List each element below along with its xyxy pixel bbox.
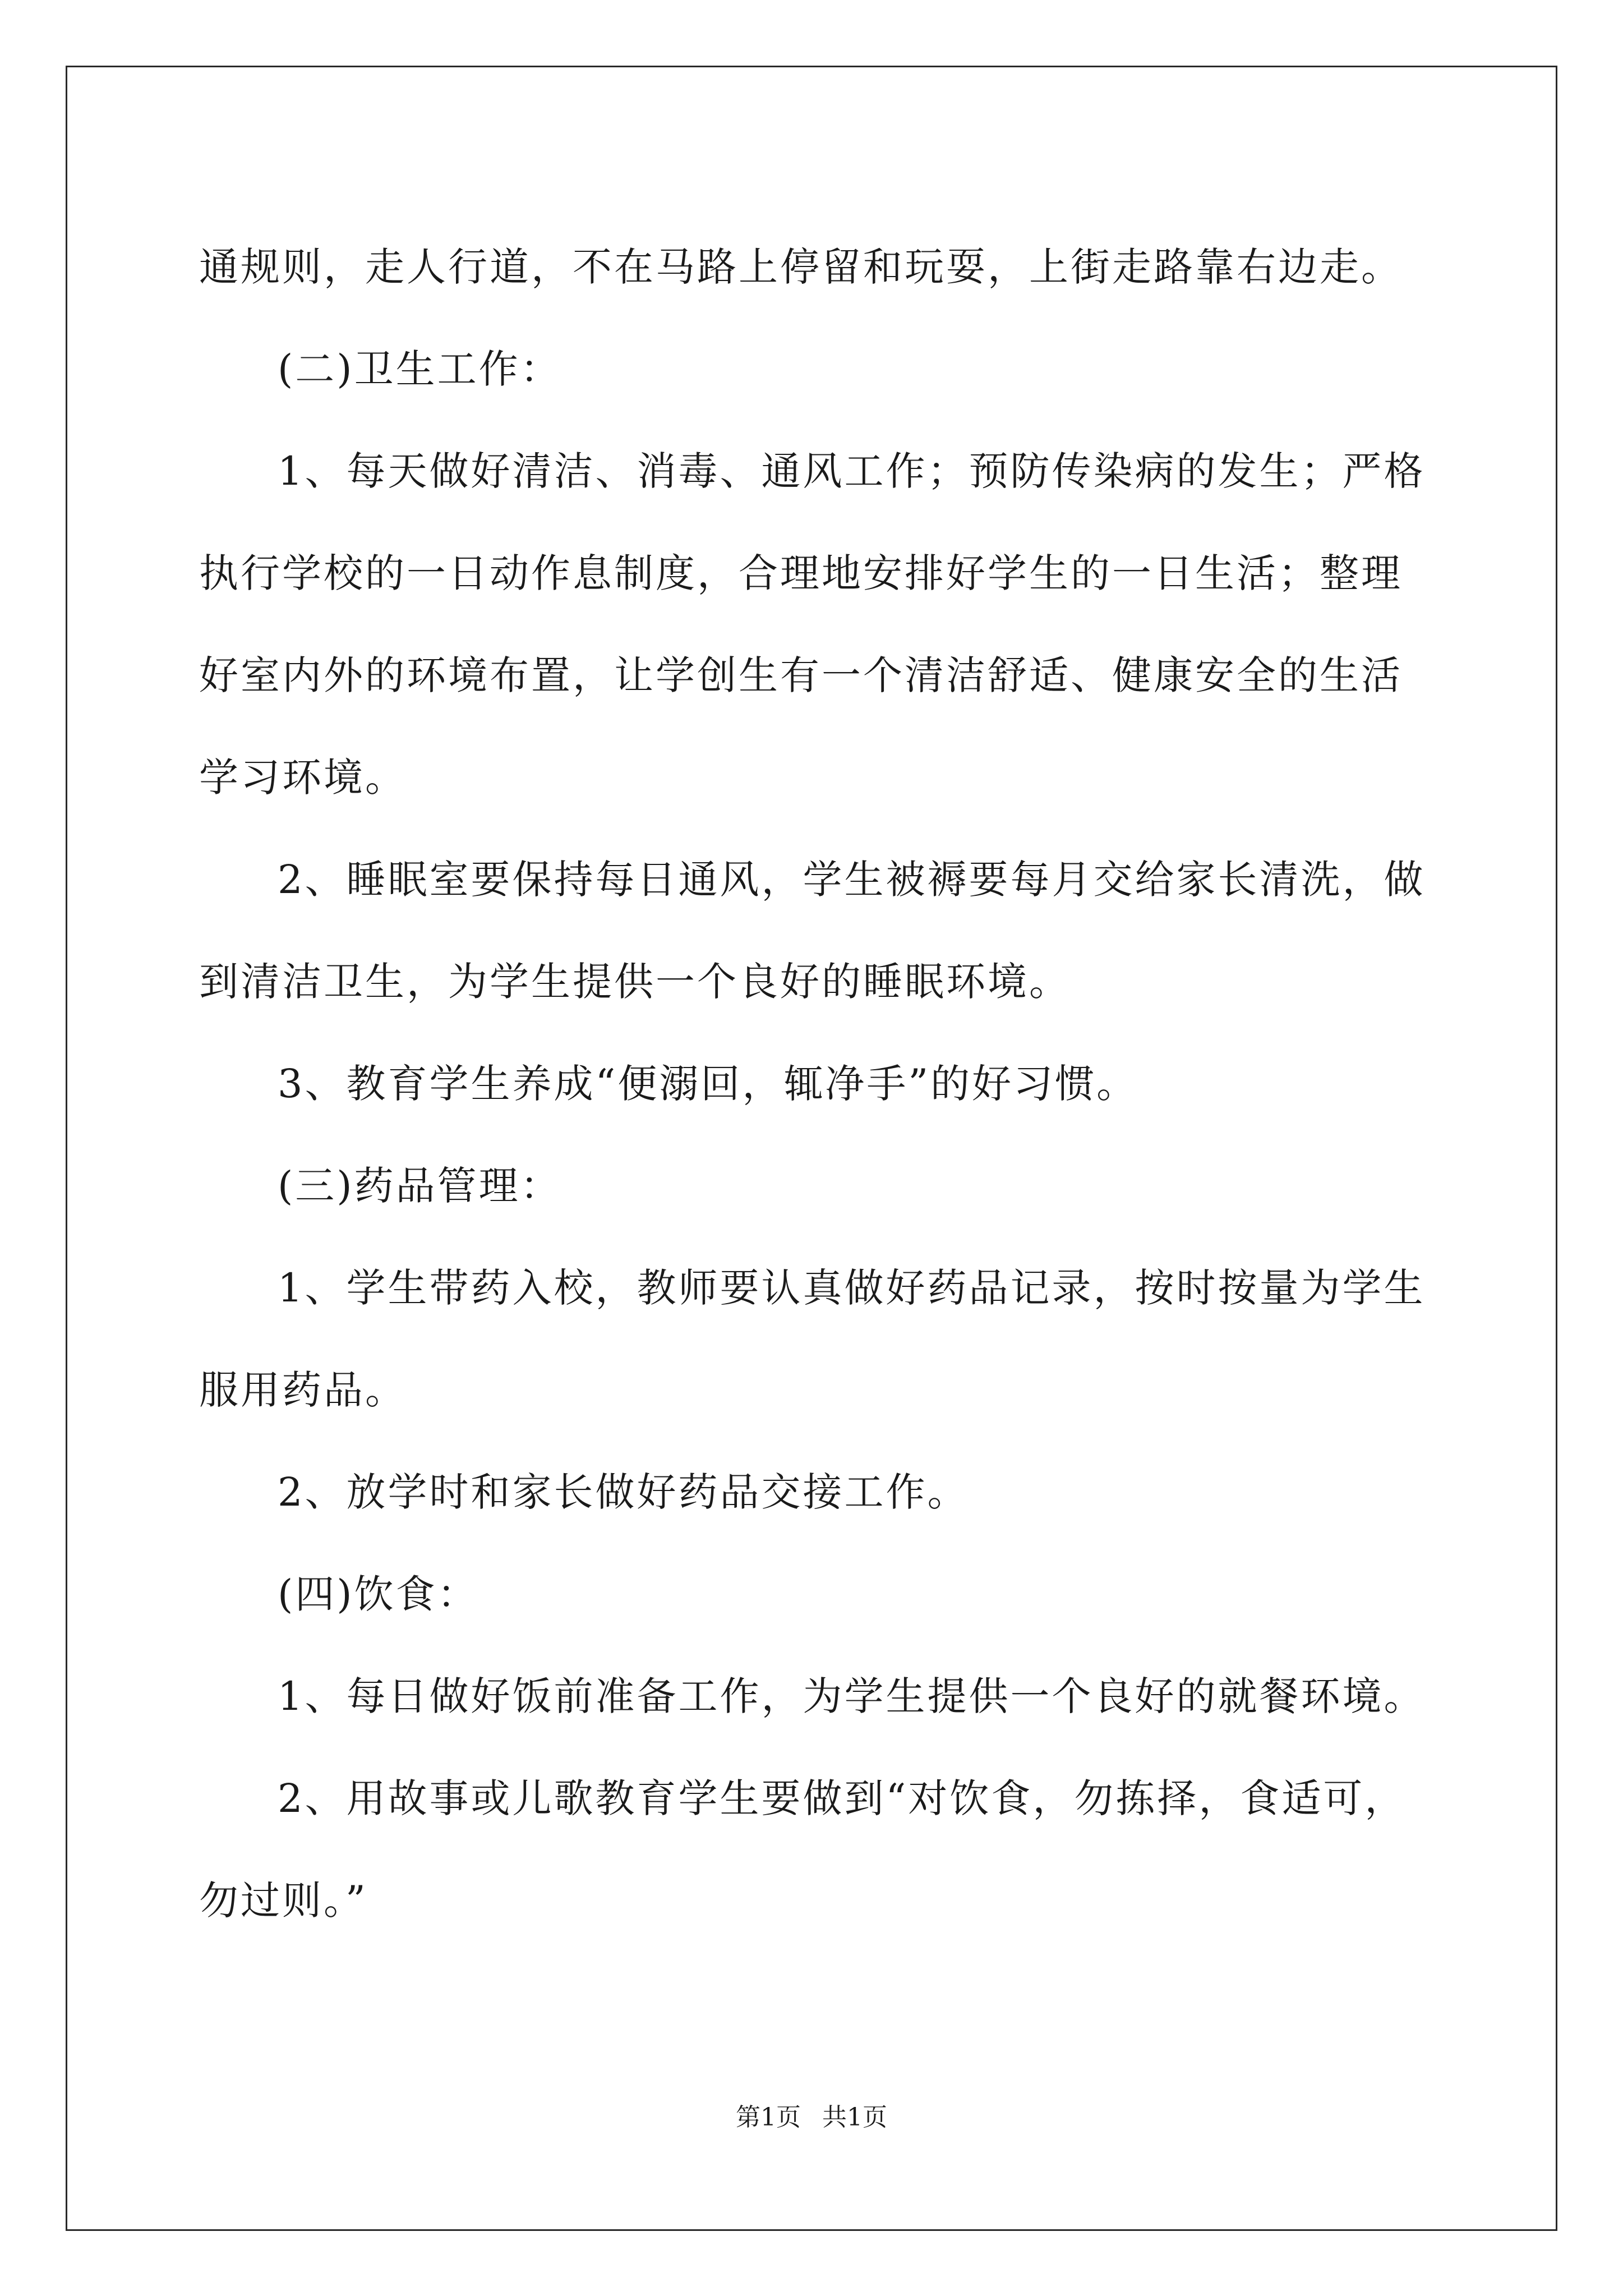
page-number-current: 第1页 xyxy=(736,2103,801,2132)
paragraph-diet-2: 2、用故事或儿歌教育学生要做到“对饮食，勿拣择，食适可，勿过则。” xyxy=(199,1775,1407,1924)
heading-hygiene-work: (二)卫生工作： xyxy=(278,346,562,392)
page-number-total: 共1页 xyxy=(822,2103,887,2132)
paragraph-medicine-1: 1、学生带药入校，教师要认真做好药品记录，按时按量为学生服用药品。 xyxy=(199,1265,1426,1413)
heading-medicine-management: (三)药品管理： xyxy=(278,1163,562,1209)
heading-diet: (四)饮食： xyxy=(278,1571,479,1617)
paragraph-hygiene-1: 1、每天做好清洁、消毒、通风工作；预防传染病的发生；严格执行学校的一日动作息制度，合理地安排好学生的一日生活；整理好室内外的环境布置，让学创生有一个清洁舒适、健康安全的生活学习环境。 xyxy=(199,448,1426,800)
paragraph-medicine-2: 2、放学时和家长做好药品交接工作。 xyxy=(278,1469,969,1515)
paragraph-hygiene-3: 3、教育学生养成“便溺回，辄净手”的好习惯。 xyxy=(278,1061,1138,1107)
paragraph-traffic-rules: 通规则，走人行道，不在马路上停留和玩耍，上街走路靠右边走。 xyxy=(199,244,1403,290)
document-body xyxy=(199,216,1433,1952)
paragraph-diet-1: 1、每日做好饭前准备工作，为学生提供一个良好的就餐环境。 xyxy=(278,1673,1426,1719)
paragraph-hygiene-2: 2、睡眠室要保持每日通风，学生被褥要每月交给家长清洗，做到清洁卫生，为学生提供一个良好的睡眠环境。 xyxy=(199,857,1426,1005)
page-footer xyxy=(0,2101,1623,2134)
